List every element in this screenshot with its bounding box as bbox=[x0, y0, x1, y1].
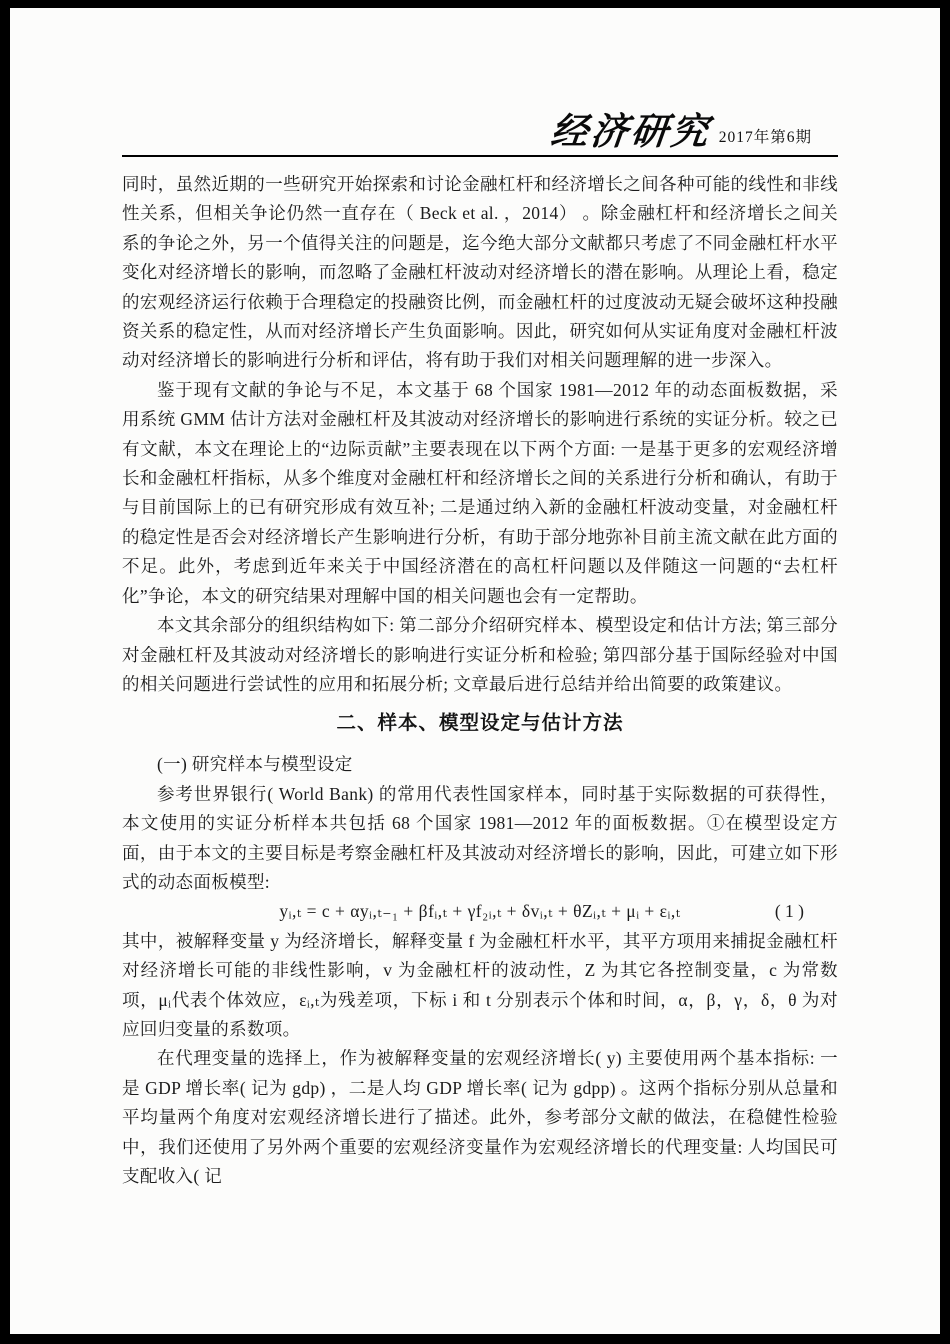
equation-row bbox=[122, 897, 838, 926]
paragraph-3: 本文其余部分的组织结构如下: 第二部分介绍研究样本、模型设定和估计方法; 第三部分对金融杠杆及其波动对经济增长的影响进行实证分析和检验; 第四部分基于国际经验对中国的相关问题进行尝试性的应用和拓展分析; 文章最后进行总结并给出简要的政策建议。 bbox=[122, 615, 838, 694]
paragraph-5: 其中，被解释变量 y 为经济增长，解释变量 f 为金融杠杆水平，其平方项用来捕捉金融杠杆对经济增长可能的非线性影响，v 为金融杠杆的波动性，Z 为其它各控制变量，c 为常数项，μᵢ代表个体效应，εᵢ,ₜ为残差项，下标 i 和 t 分别表示个体和时间，α，β，γ，δ，θ 为对应回归变量的系数项。 bbox=[122, 930, 838, 1039]
subsection-heading: (一) 研究样本与模型设定 bbox=[157, 754, 353, 775]
equation: yᵢ,ₜ = c + αyᵢ,ₜ₋₁ + βfᵢ,ₜ + γf₂ᵢ,ₜ + δvᵢ,ₜ + θZᵢ,ₜ + μᵢ + εᵢ,ₜ bbox=[279, 901, 681, 922]
journal-logo: 经济研究 bbox=[548, 109, 714, 153]
page-header bbox=[122, 100, 838, 153]
header-rule bbox=[122, 155, 838, 157]
paragraph-6: 在代理变量的选择上，作为被解释变量的宏观经济增长( y) 主要使用两个基本指标: 一是 GDP 增长率( 记为 gdp) ，二是人均 GDP 增长率( 记为 gdpp) 。这两个指标分别从总量和平均量两个角度对宏观经济增长进行了描述。此外，参考部分文献的做法，在稳健性检验中，我们还使用了另外两个重要的宏观经济变量作为宏观经济增长的代理变量: 人均国民可支配收入( 记 bbox=[122, 1048, 838, 1186]
page-content bbox=[122, 100, 838, 1191]
issue-label: 2017年第6期 bbox=[718, 129, 812, 146]
paragraph-2: 鉴于现有文献的争论与不足，本文基于 68 个国家 1981—2012 年的动态面板数据，采用系统 GMM 估计方法对金融杠杆及其波动对经济增长的影响进行系统的实证分析。较之已有文献，本文在理论上的“边际贡献”主要表现在以下两个方面: 一是基于更多的宏观经济增长和金融杠杆指标，从多个维度对金融杠杆和经济增长之间的关系进行分析和确认，有助于与目前国际上的已有研究形成有效互补; 二是通过纳入新的金融杠杆波动变量，对金融杠杆的稳定性是否会对经济增长产生影响进行分析，有助于部分地弥补目前主流文献在此方面的不足。此外，考虑到近年来关于中国经济潜在的高杠杆问题以及伴随这一问题的“去杠杆化”争论，本文的研究结果对理解中国的相关问题也会有一定帮助。 bbox=[122, 379, 838, 606]
section-heading: 二、样本、模型设定与估计方法 bbox=[336, 713, 624, 735]
page bbox=[10, 8, 940, 1334]
equation-number: ( 1 ) bbox=[774, 901, 804, 922]
paragraph-4: 参考世界银行( World Bank) 的常用代表性国家样本，同时基于实际数据的可获得性，本文使用的实证分析样本共包括 68 个国家 1981—2012 年的面板数据。①在模型设定方面，由于本文的主要目标是考察金融杠杆及其波动对经济增长的影响，因此，可建立如下形式的动态面板模型: bbox=[122, 783, 838, 892]
paragraph-1: 同时，虽然近期的一些研究开始探索和讨论金融杠杆和经济增长之间各种可能的线性和非线性关系，但相关争论仍然一直存在（ Beck et al. ，2014） 。除金融杠杆和经济增长之间关系的争论之外，另一个值得关注的问题是，迄今绝大部分文献都只考虑了不同金融杠杆水平变化对经济增长的影响，而忽略了金融杠杆波动对经济增长的潜在影响。从理论上看，稳定的宏观经济运行依赖于合理稳定的投融资比例，而金融杠杆的过度波动无疑会破坏这种投融资关系的稳定性，从而对经济增长产生负面影响。因此，研究如何从实证角度对金融杠杆波动对经济增长的影响进行分析和评估，将有助于我们对相关问题理解的进一步深入。 bbox=[122, 174, 838, 371]
